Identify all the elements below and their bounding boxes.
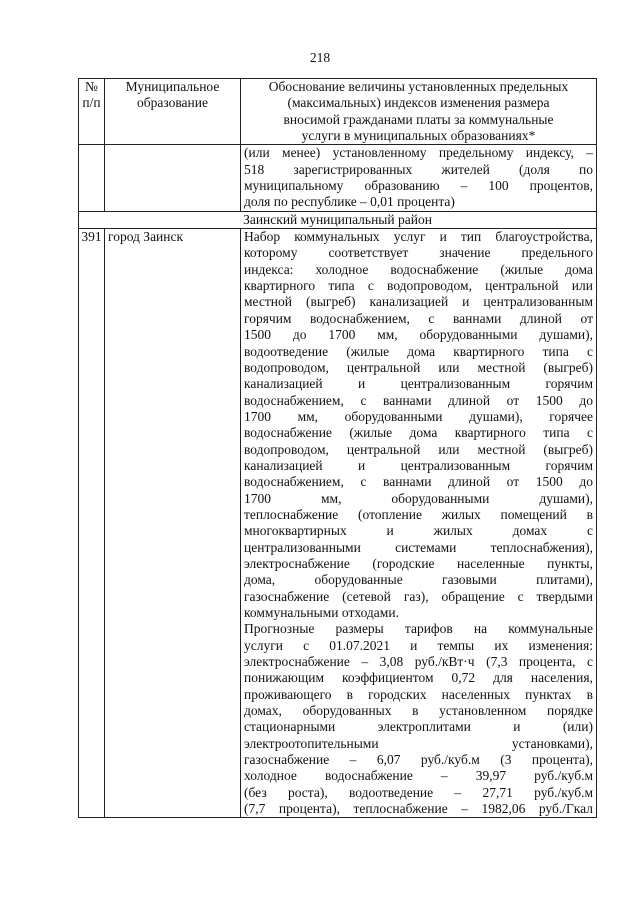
text-line: канализацией и централизованным горячим	[244, 376, 593, 392]
text-line: (7,7 процента), теплоснабжение – 1982,06 руб./Гкал	[244, 801, 593, 817]
text-line: водоотведение (жилые дома квартирного типа с	[244, 343, 593, 359]
page-number: 218	[309, 50, 331, 65]
row-reason-cell	[241, 229, 597, 818]
text-line: канализацией и централизованным горячим	[244, 457, 593, 473]
paragraph-2	[244, 621, 593, 817]
continued-municipality-cell	[105, 145, 241, 211]
header-reason-line: услуги в муниципальных образованиях*	[301, 128, 536, 144]
continued-text-cell	[241, 145, 597, 211]
row-municipality: город Заинск	[105, 229, 241, 818]
text-line: 518 зарегистрированных жителей (доля по	[244, 161, 593, 177]
header-municipality-cell	[105, 79, 241, 145]
header-number-line: п/п	[82, 95, 101, 111]
header-number-cell	[79, 79, 105, 145]
text-line: Набор коммунальных услуг и тип благоустройства,	[244, 229, 593, 245]
text-line: 1500 до 1700 мм, оборудованными душами),	[244, 327, 593, 343]
text-line: местной (выгреб) канализацией и централизованным	[244, 294, 593, 310]
text-line: стационарными электроплитами и (или)	[244, 719, 593, 735]
text-line: водоснабжением, с ваннами длиной от 1500 до	[244, 392, 593, 408]
district-row	[79, 211, 597, 228]
header-municipality-line: Муниципальное	[125, 79, 220, 94]
text-line: которому соответствует значение предельного	[244, 245, 593, 261]
text-line: 1700 мм, оборудованными душами), горячее	[244, 408, 593, 424]
text-line: горячим водоснабжением, с ваннами длиной от	[244, 310, 593, 326]
table-row	[79, 229, 597, 818]
continued-number-cell	[79, 145, 105, 211]
text-line: газоснабжение – 6,07 руб./куб.м (3 процента),	[244, 752, 593, 768]
text-line: индекса: холодное водоснабжение (жилые дома	[244, 261, 593, 277]
header-reason-line: вносимой гражданами платы за коммунальные	[283, 111, 554, 127]
header-reason-line: Обоснование величины установленных предельных	[268, 79, 569, 94]
paragraph-1	[244, 229, 593, 621]
text-line: услуги с 01.07.2021 и темпы их изменения:	[244, 637, 593, 653]
header-municipality-line: образование	[137, 95, 208, 111]
text-line: водоснабжение (жилые дома квартирного типа с	[244, 425, 593, 441]
text-line: водоснабжением, с ваннами длиной от 1500 до	[244, 474, 593, 490]
text-line: проживающего в городских населенных пунктах в	[244, 686, 593, 702]
table-header-row	[79, 79, 597, 145]
header-number-line: №	[85, 79, 98, 94]
text-line: централизованными системами теплоснабжения),	[244, 539, 593, 555]
text-line: (или менее) установленному предельному индексу, –	[244, 145, 593, 161]
text-line: электроотопительными установками),	[244, 735, 593, 751]
text-line: электроснабжение (городские населенные пункты,	[244, 555, 593, 571]
header-reason-line: (максимальных) индексов изменения размера	[287, 95, 550, 111]
text-line: доля по республике – 0,01 процента)	[244, 194, 455, 210]
text-line: (без роста), водоотведение – 27,71 руб./куб.м	[244, 784, 593, 800]
district-title: Заинский муниципальный район	[79, 211, 597, 228]
text-line: квартирного типа с водопроводом, центральной или	[244, 278, 593, 294]
text-line: водопроводом, центральной или местной (выгреб)	[244, 441, 593, 457]
text-line: муниципальному образованию – 100 процентов,	[244, 178, 593, 194]
tariff-table	[78, 78, 597, 818]
text-line: газоснабжение (сетевой газ), обращение с твердыми	[244, 588, 593, 604]
text-line: коммунальными отходами.	[244, 605, 399, 620]
text-line: домах, оборудованных в установленном порядке	[244, 703, 593, 719]
continued-row	[79, 145, 597, 211]
text-line: холодное водоснабжение – 39,97 руб./куб.м	[244, 768, 593, 784]
text-line: Прогнозные размеры тарифов на коммунальные	[244, 621, 593, 637]
text-line: многоквартирных и жилых домах с	[244, 523, 593, 539]
header-reason-cell	[241, 79, 597, 145]
text-line: 1700 мм, оборудованными душами),	[244, 490, 593, 506]
text-line: понижающим коэффициентом 0,72 для населения,	[244, 670, 593, 686]
text-line: теплоснабжение (отопление жилых помещений в	[244, 506, 593, 522]
text-line: электроснабжение – 3,08 руб./кВт·ч (7,3 процента, с	[244, 654, 593, 670]
text-line: дома, оборудованные газовыми плитами),	[244, 572, 593, 588]
row-number: 391	[79, 229, 105, 818]
text-line: водопроводом, центральной или местной (выгреб)	[244, 359, 593, 375]
